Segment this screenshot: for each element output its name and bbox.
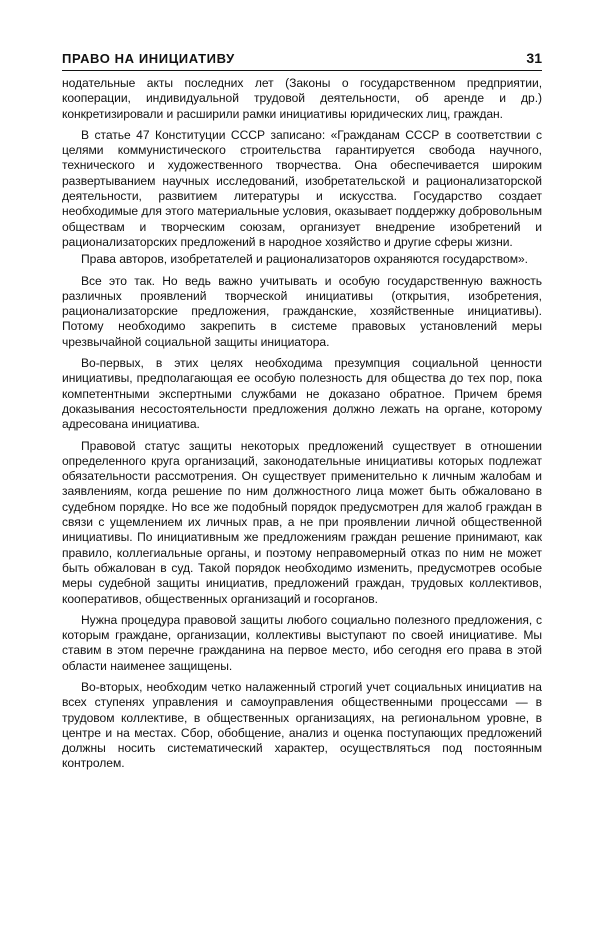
paragraph: нодательные акты последних лет (Законы о государственном предприятии, кооперации, индивидуальной трудовой деятельности, об аренде и др.) конкретизировали и расширили рамки инициативы юридических лиц, граждан. [62,76,542,121]
running-header [62,50,542,71]
book-page [62,50,542,778]
paragraph: Во-вторых, необходим четко налаженный строгий учет социальных инициатив на всех ступенях управления и самоуправления общественными процессами — в трудовом коллективе, в общественных организациях, на региональном уровне, в центре и на местах. Сбор, обобщение, анализ и оценка поступающих предложений должны носить систематический характер, осуществляться под постоянным контролем. [62,679,542,771]
paragraph: Все это так. Но ведь важно учитывать и особую государственную важность различных проявлений творческой инициативы (открытия, изобретения, рационализаторские предложения, гражданские, хозяйственные инициативы). Потому необходимо закрепить в системе правовых установлений меры чрезвычайной социальной защиты инициатора. [62,273,542,349]
body-text [62,76,542,772]
paragraph: В статье 47 Конституции СССР записано: «Гражданам СССР в соответствии с целями коммунистического строительства гарантируется свобода научного, технического и художественного творчества. Она обеспечивается широким развертыванием научных исследований, изобретательской и рационализаторской деятельности, развитием литературы и искусства. Государство создает необходимые для этого материальные условия, оказывает поддержку добровольным обществам и творческим союзам, организует внедрение изобретений и рационализаторских предложений в народное хозяйство и другие сферы жизни. [62,127,542,249]
paragraph: Правовой статус защиты некоторых предложений существует в отношении определенного круга организаций, законодательные инициативы которых подлежат обязательности рассмотрения. Он существует применительно к личным жалобам и заявлениям, когда решение по ним должностного лица может быть обжаловано в судебном порядке. Но все же подобный порядок предусмотрен для жалоб граждан в связи с ущемлением их личных прав, а не при проявлении личной общественной инициативы. По инициативным же предложениям граждан решение принимают, как правило, коллегиальные органы, и поэтому неправомерный отказ по ним не может быть обжалован в суд. Такой порядок необходимо изменить, предусмотрев особые меры судебной защиты инициатив, предложений граждан, трудовых коллективов, кооперативов, общественных организаций и госорганов. [62,438,542,606]
paragraph: Права авторов, изобретателей и рационализаторов охраняются государством». [81,252,528,267]
paragraph: Нужна процедура правовой защиты любого социально полезного предложения, с которым граждане, организации, коллективы выступают по своей инициативе. Мы ставим в этом перечне гражданина на первое место, ибо сегодня его права в этой области наименее защищены. [62,612,542,673]
page-number: 31 [526,50,542,66]
paragraph: Во-первых, в этих целях необходима презумпция социальной ценности инициативы, предполагающая ее особую полезность для общества до тех пор, пока компетентными экспертными службами не доказано обратное. Причем бремя доказывания несостоятельности предложения должно лежать на органе, которому адресована инициатива. [62,356,542,432]
chapter-title: ПРАВО НА ИНИЦИАТИВУ [62,51,235,66]
